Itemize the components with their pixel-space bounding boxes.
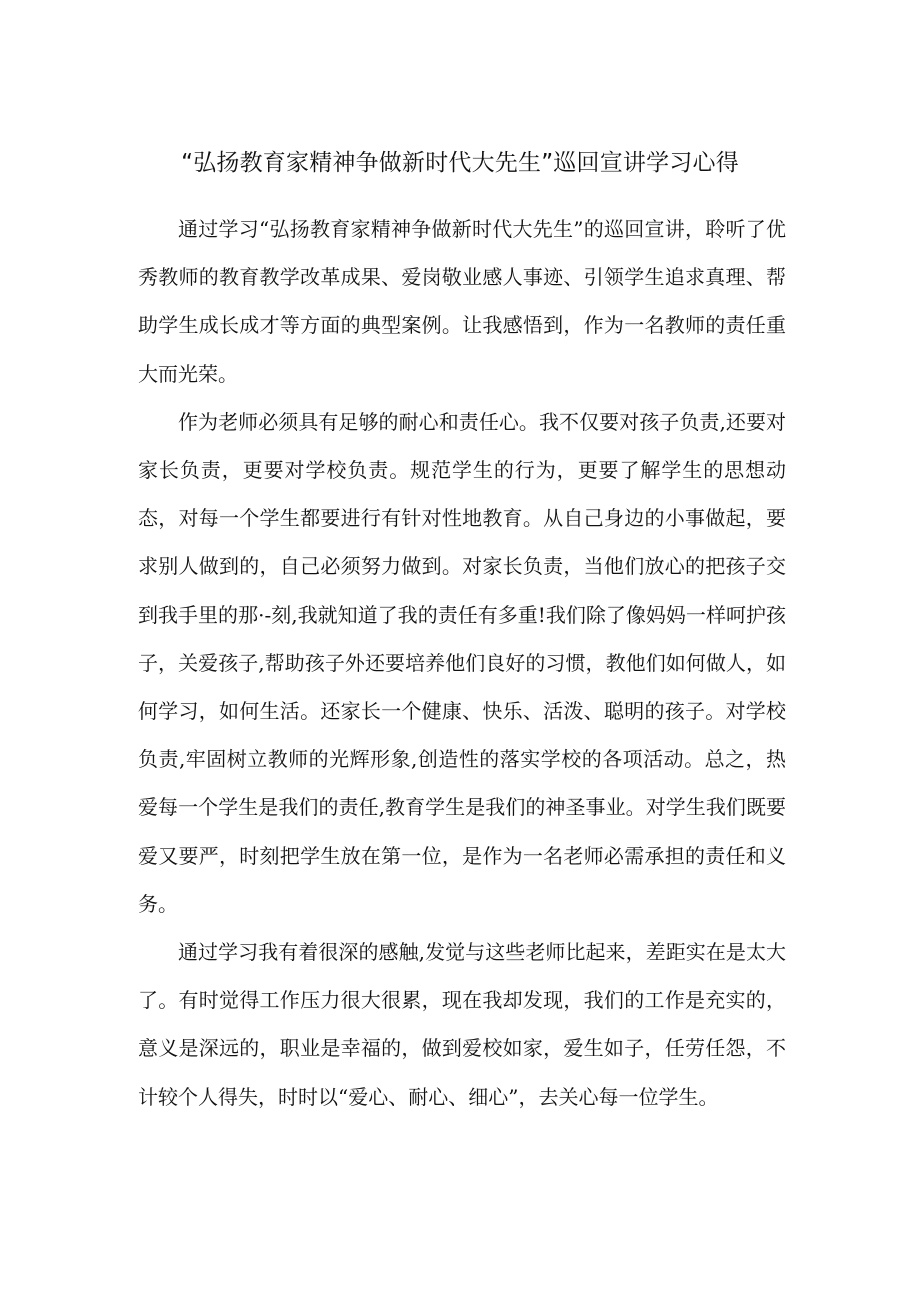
paragraph-2: 作为老师必须具有足够的耐心和责任心。我不仅要对孩子负责,还要对家长负责，更要对学校负责。规范学生的行为，更要了解学生的思想动态，对每一个学生都要进行有针对性地教育。从自己身边的小事做起，要求别人做到的，自己必须努力做到。对家长负责，当他们放心的把孩子交到我手里的那·-刻,我就知道了我的责任有多重!我们除了像妈妈一样呵护孩子，关爱孩子,帮助孩子外还要培养他们良好的习惯，教他们如何做人，如何学习，如何生活。还家长一个健康、快乐、活泼、聪明的孩子。对学校负责,牢固树立教师的光辉形象,创造性的落实学校的各项活动。总之，热爱每一个学生是我们的责任,教育学生是我们的神圣事业。对学生我们既要爱又要严，时刻把学生放在第一位，是作为一名老师必需承担的责任和义务。 (138, 409, 786, 916)
document-body (138, 205, 786, 1121)
document-title: “弘扬教育家精神争做新时代大先生”巡回宣讲学习心得 (181, 150, 739, 176)
paragraph-1: 通过学习“弘扬教育家精神争做新时代大先生”的巡回宣讲，聆听了优秀教师的教育教学改革成果、爱岗敬业感人事迹、引领学生追求真理、帮助学生成长成才等方面的典型案例。让我感悟到，作为一名教师的责任重大而光荣。 (138, 217, 786, 386)
paragraph-3: 通过学习我有着很深的感触,发觉与这些老师比起来，差距实在是太大了。有时觉得工作压力很大很累，现在我却发现，我们的工作是充实的，意义是深远的，职业是幸福的，做到爱校如家，爱生如子，任劳任怨，不计较个人得失，时时以“爱心、耐心、细心”，去关心每一位学生。 (138, 940, 786, 1109)
